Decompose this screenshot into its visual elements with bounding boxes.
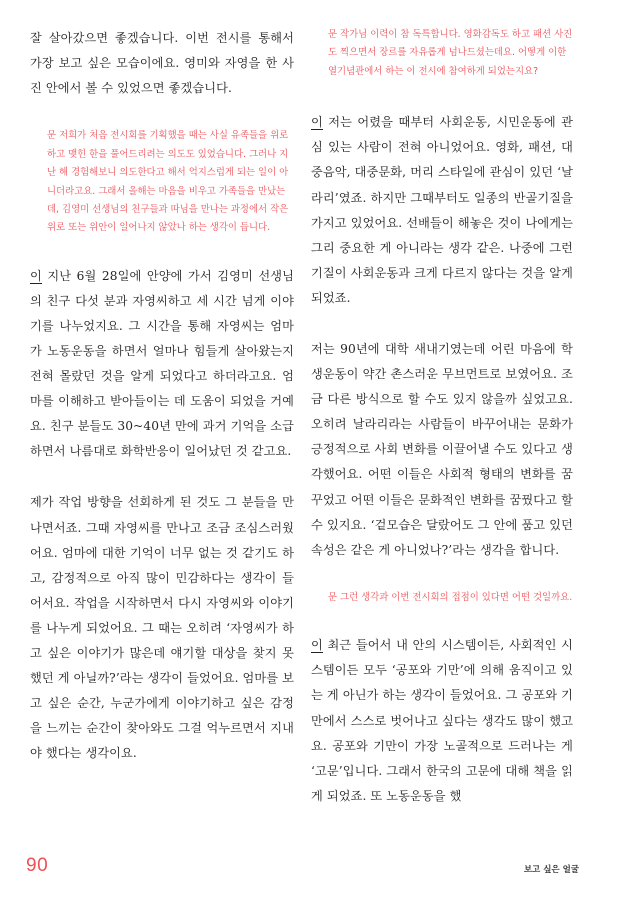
answer-text: 최근 들어서 내 안의 시스템이든, 사회적인 시스템이든 모두 ‘공포와 기만’에 의해 움직이고 있는 게 아닌가 하는 생각이 들었어요. 그 공포와 기만에서 스스로 벗어나고 싶다는 생각도 많이 했고요. 공포와 기만이 가장 노골적으로 드러나는 게 ‘고문’입니다. 그래서 한국의 고문에 대해 책을 읽게 되었죠. 또 노동운동을 했 [311,638,573,803]
paragraph-student-movement: 저는 90년에 대학 새내기였는데 어린 마음에 학생운동이 약간 촌스러운 무브먼트로 보였어요. 조금 다른 방식으로 할 수도 있지 않을까 싶었고요. 오히려 날라리라는 사람들이 바꾸어내는 문화가 긍정적으로 사회 변화를 이끌어낼 수도 있다고 생각했어요. 어떤 이들은 사회적 형태의 변화를 꿈꾸었고 어떤 이들은 문화적인 변화를 꿈꿨다고 할 수 있지요. ‘겉모습은 달랐어도 그 안에 품고 있던 속성은 같은 게 아니었나?’라는 생각을 합니다. [311,341,573,557]
paragraph-intro: 잘 살아갔으면 좋겠습니다. 이번 전시를 통해서 가장 보고 싶은 모습이에요. 영미와 자영을 한 사진 안에서 볼 수 있었으면 좋겠습니다. [30,31,294,96]
answer-2 [311,110,573,311]
question-text: 작가님 이력이 참 독특합니다. 영화감독도 하고 패션 사진도 찍으면서 장르를 자유롭게 넘나드셨는데요. 어떻게 이한열기념관에서 하는 이 전시에 참여하게 되었는지요? [328,29,573,77]
question-text: 저희가 처음 전시회를 기획했을 때는 사실 유족들을 위로하고 맺힌 한을 풀어드리려는 의도도 있었습니다. 그러나 지난 해 경험해보니 의도한다고 해서 억지스럽게 되는 일이 아니더라고요. 그래서 올해는 마음을 비우고 가족들을 만났는데, 김영미 선생님의 친구들과 따님을 만나는 과정에서 작은 위로 또는 위안이 일어나지 않았나 하는 생각이 듭니다. [47,130,289,234]
left-column [30,26,294,793]
answer-label: 이 [311,638,323,653]
right-column [311,26,573,835]
answer-1 [30,264,294,465]
question-1 [30,127,294,237]
page-number: 90 [26,855,49,876]
paragraph-work-direction: 제가 작업 방향을 선회하게 된 것도 그 분들을 만나면서죠. 그때 자영씨를 만나고 조금 조심스러웠어요. 엄마에 대한 기억이 너무 없는 것 같기도 하고, 감정적으로 아직 많이 민감하다는 생각이 들어서요. 작업을 시작하면서 다시 자영씨와 이야기를 나누게 되었어요. 그 때는 오히려 ‘자영씨가 하고 싶은 이야기가 많은데 얘기할 대상을 찾지 못했던 게 아닐까?’라는 생각이 들었어요. 엄마를 보고 싶은 순간, 누군가에게 이야기하고 싶은 감정을 느끼는 순간이 찾아와도 그걸 억누르면서 지내야 했다는 생각이요. [30,495,295,761]
answer-text: 저는 어렸을 때부터 사회운동, 시민운동에 관심 있는 사람이 전혀 아니었어요. 영화, 패션, 대중음악, 대중문화, 머리 스타일에 관심이 있던 ‘날라리’였죠. 하지만 그때부터도 일종의 반골기질을 가지고 있었어요. 선배들이 해놓은 것이 나에게는 그리 중요한 게 아니라는 생각 같은. 나중에 그런 기질이 사회운동과 크게 다르지 않다는 것을 알게 되었죠. [311,115,573,305]
answer-label: 이 [30,268,42,283]
answer-label: 이 [311,115,323,130]
running-title: 보고 싶은 얼굴 [523,865,579,875]
question-label: 문 [47,130,57,142]
question-text: 그런 생각과 이번 전시회의 접점이 있다면 어떤 것일까요. [340,591,573,603]
question-2 [311,26,573,81]
answer-text: 지난 6월 28일에 안양에 가서 김영미 선생님의 친구 다섯 분과 자영씨하고 세 시간 넘게 이야기를 나누었지요. 그 시간을 통해 자영씨는 엄마가 노동운동을 하면서 얼마나 힘들게 살아왔는지 전혀 몰랐던 것을 알게 되었다고 하더라고요. 엄마를 이해하고 받아들이는 데 도움이 되었을 거예요. 친구 분들도 30~40년 만에 과거 기억을 소급하면서 나름대로 화학반응이 일어났던 것 같고요. [30,268,294,459]
question-label: 문 [328,591,338,603]
answer-3 [311,633,573,809]
question-3 [311,589,573,607]
question-label: 문 [328,29,338,40]
